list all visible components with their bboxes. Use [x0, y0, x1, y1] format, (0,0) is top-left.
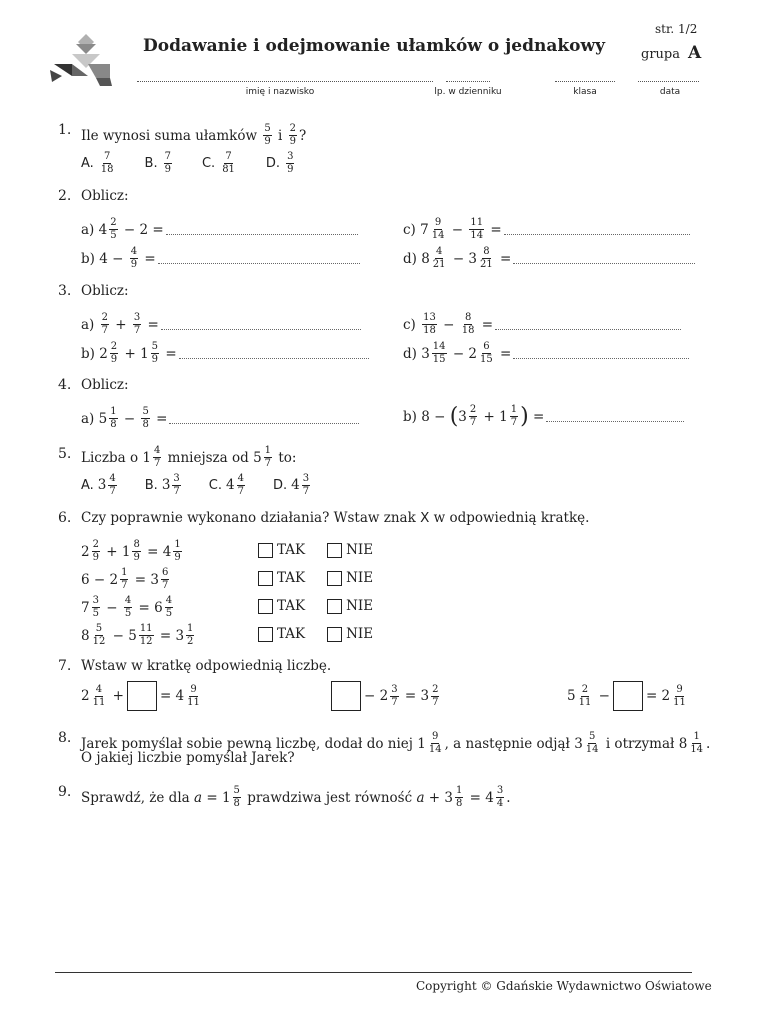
- task-text: Jarek pomyślał sobie pewną liczbę, dodał do niej: [81, 735, 413, 752]
- equation-row-1: 2 2 9 + 1 8 9 = 4 1 9: [81, 539, 181, 563]
- answer-line[interactable]: [546, 412, 684, 422]
- option-d[interactable]: D. 4 $\frac{3}{7}$: [272, 473, 310, 497]
- task-text: i otrzymał: [605, 735, 675, 752]
- fraction: 5 9: [264, 123, 271, 147]
- nie-checkbox[interactable]: [327, 571, 342, 586]
- nie-checkbox[interactable]: [327, 627, 342, 642]
- answer-box[interactable]: [613, 681, 643, 711]
- task-number: 4.: [58, 377, 72, 393]
- box-equation-2: − 2 3 7 = 3 2 7: [328, 681, 441, 711]
- exercise-3d: d) 3 14 15 − 2 6 15 =: [403, 342, 689, 365]
- conjunction: i: [278, 127, 283, 144]
- tak-checkbox[interactable]: [258, 599, 273, 614]
- answer-line[interactable]: [169, 414, 359, 424]
- task-9-question: Sprawdź, że dla a = 1 5 8 prawdziwa jest równość a + 3 1 8 = 4 3 4 .: [81, 785, 511, 809]
- exercise-3c: c) 13 18 − 8 18 =: [403, 313, 681, 336]
- task-number: 3.: [58, 283, 72, 299]
- class-label: klasa: [573, 87, 597, 97]
- question-mark: ?: [299, 127, 307, 144]
- task-number: 8.: [58, 730, 72, 746]
- answer-line[interactable]: [166, 225, 358, 235]
- box-equation-3: 5 2 11 − = 2 9 11: [567, 681, 689, 711]
- option-c[interactable]: C. $\frac{7}{81}$: [201, 151, 235, 175]
- group-label: grupa: [641, 47, 680, 62]
- box-equation-1: 2 4 11 + = 4 9 11: [81, 681, 203, 711]
- equation-row-2: 6 − 2 1 7 = 3 6 7: [81, 567, 169, 591]
- task-text: Oblicz:: [81, 377, 129, 393]
- option-a[interactable]: A. 3 $\frac{4}{7}$: [81, 473, 116, 497]
- tak-nie-row-1: TAK NIE: [258, 542, 373, 558]
- task-1-options: [81, 152, 296, 175]
- task-number: 1.: [58, 122, 72, 138]
- tak-nie-row-2: TAK NIE: [258, 570, 373, 586]
- task-text: w odpowiednią kratkę.: [433, 510, 590, 526]
- date-field[interactable]: [638, 74, 699, 82]
- task-text: to:: [278, 449, 297, 466]
- class-number-field[interactable]: [446, 74, 490, 82]
- equation-row-4: 8 5 12 − 5 11 12 = 3 1 2: [81, 623, 194, 647]
- exercise-2b: b) 4 − 4 9 =: [81, 247, 360, 270]
- tak-checkbox[interactable]: [258, 627, 273, 642]
- date-label: data: [659, 87, 681, 97]
- tak-nie-row-4: TAK NIE: [258, 626, 373, 642]
- answer-line[interactable]: [161, 320, 361, 330]
- exercise-4a: a) 5 1 8 − 5 8 =: [81, 407, 359, 430]
- page-number: str. 1/2: [655, 22, 698, 36]
- task-1-question: [81, 124, 306, 147]
- name-field[interactable]: [137, 74, 433, 82]
- task-5-options: [81, 474, 312, 497]
- task-text: Ile wynosi suma ułamków: [81, 127, 258, 144]
- tak-checkbox[interactable]: [258, 543, 273, 558]
- answer-line[interactable]: [158, 254, 360, 264]
- option-b[interactable]: B. $\frac{7}{9}$: [144, 151, 171, 175]
- exercise-2c: c) 7 9 14 − 11 14 =: [403, 218, 690, 241]
- mark-symbol: X: [420, 510, 430, 526]
- task-text: Oblicz:: [81, 188, 129, 204]
- answer-line[interactable]: [513, 349, 689, 359]
- task-text: Liczba o: [81, 449, 139, 466]
- task-text: , a następnie odjął: [444, 735, 570, 752]
- option-a[interactable]: A. $\frac{7}{18}$: [81, 151, 114, 175]
- task-8-line-2: O jakiej liczbie pomyślał Jarek?: [81, 750, 295, 766]
- task-number: 5.: [58, 446, 72, 462]
- class-field[interactable]: [555, 74, 615, 82]
- tak-checkbox[interactable]: [258, 571, 273, 586]
- answer-box[interactable]: [331, 681, 361, 711]
- task-text: Czy poprawnie wykonano działania? Wstaw znak: [81, 510, 416, 526]
- answer-line[interactable]: [504, 225, 690, 235]
- task-5-question: Liczba o 1 4 7 mniejsza od 5 1 7 to:: [81, 445, 297, 469]
- name-label: imię i nazwisko: [245, 87, 315, 97]
- task-number: 9.: [58, 784, 72, 800]
- footer-divider: [55, 972, 692, 973]
- answer-box[interactable]: [127, 681, 157, 711]
- nie-checkbox[interactable]: [327, 599, 342, 614]
- task-text: mniejsza od: [167, 449, 249, 466]
- group-letter: A: [687, 43, 702, 63]
- copyright-footer: Copyright © Gdańskie Wydawnictwo Oświatowe: [416, 979, 712, 993]
- option-b[interactable]: B. 3 $\frac{3}{7}$: [144, 473, 180, 497]
- exercise-2d: d) 8 4 21 − 3 8 21 =: [403, 247, 695, 270]
- answer-line[interactable]: [179, 349, 369, 359]
- worksheet-title: Dodawanie i odejmowanie ułamków o jednakowy: [143, 36, 605, 56]
- task-6-question: [81, 510, 589, 526]
- option-d[interactable]: D. $\frac{3}{9}$: [265, 151, 294, 175]
- task-number: 6.: [58, 510, 72, 526]
- answer-line[interactable]: [495, 320, 681, 330]
- answer-line[interactable]: [513, 254, 695, 264]
- task-text: prawdziwa jest równość: [247, 789, 413, 806]
- option-c[interactable]: C. 4 $\frac{4}{7}$: [208, 473, 244, 497]
- exercise-3b: b) 2 2 9 + 1 5 9 =: [81, 342, 369, 365]
- publisher-logo-icon: [48, 34, 114, 86]
- task-8-line-1: Jarek pomyślał sobie pewną liczbę, dodał do niej 1 9 14 , a następnie odjął 3 5 14 i otrzymał 8 1 14 .: [81, 731, 711, 755]
- task-number: 2.: [58, 188, 72, 204]
- task-text: Wstaw w kratkę odpowiednią liczbę.: [81, 658, 332, 674]
- nie-checkbox[interactable]: [327, 543, 342, 558]
- equation-row-3: 7 3 5 − 4 5 = 6 4 5: [81, 595, 173, 619]
- exercise-2a: a) 4 2 5 − 2 =: [81, 218, 358, 241]
- exercise-4b: b) 8 − ( 3 2 7 + 1 1 7 ) =: [403, 405, 684, 428]
- task-number: 7.: [58, 658, 72, 674]
- exercise-3a: a) 2 7 + 3 7 =: [81, 313, 361, 336]
- tak-nie-row-3: TAK NIE: [258, 598, 373, 614]
- task-text: Oblicz:: [81, 283, 129, 299]
- fraction: 2 9: [289, 123, 296, 147]
- group-indicator: [641, 43, 701, 63]
- class-number-label: lp. w dzienniku: [434, 87, 502, 97]
- task-text: Sprawdź, że dla: [81, 789, 190, 806]
